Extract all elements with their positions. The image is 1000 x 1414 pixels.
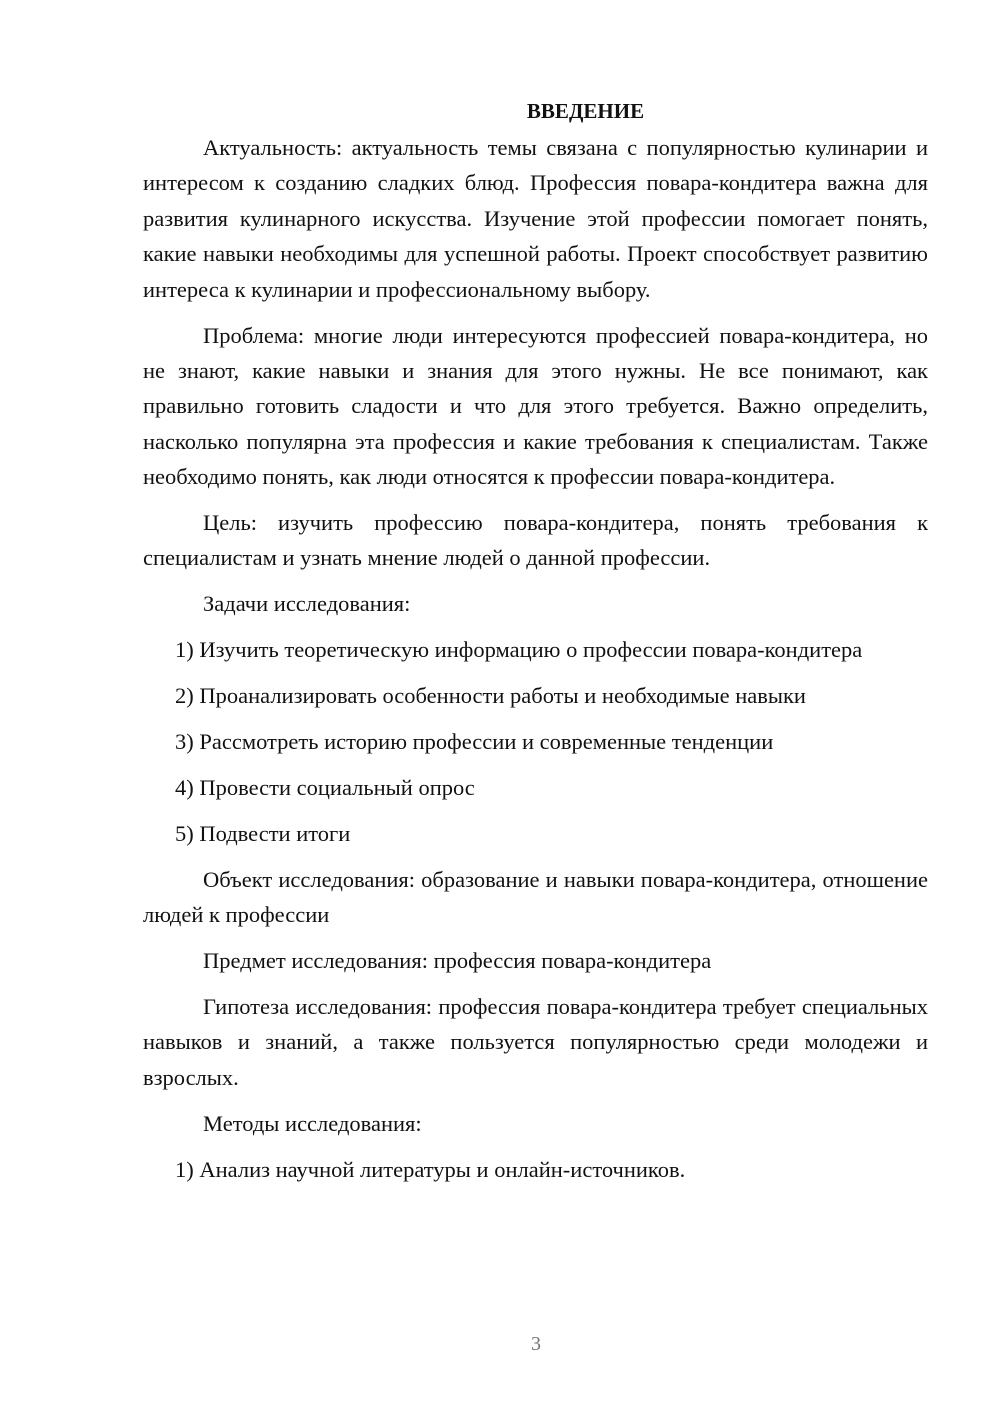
section-title: ВВЕДЕНИЕ — [526, 99, 645, 123]
task-item-4: 4) Провести социальный опрос — [175, 775, 475, 800]
tasks-heading: Задачи исследования: — [203, 591, 411, 617]
task-item-3: 3) Рассмотреть историю профессии и современные тенденции — [175, 729, 774, 755]
task-item-2: 2) Проанализировать особенности работы и необходимые навыки — [175, 683, 806, 709]
object-paragraph: Объект исследования: образование и навыки повара-кондитера, отношение людей к профессии — [143, 866, 928, 928]
subject-paragraph: Предмет исследования: профессия повара-кондитера — [203, 948, 712, 974]
page-number: 3 — [531, 1333, 541, 1355]
methods-heading: Методы исследования: — [203, 1110, 422, 1136]
task-item-1: 1) Изучить теоретическую информацию о профессии повара-кондитера — [175, 637, 863, 663]
relevance-paragraph: Актуальность: актуальность темы связана с популярностью кулинарии и интересом к созданию сладких блюд. Профессия повара-кондитера важна для развития кулинарного искусства. Изучение этой профессии помогает понять, какие навыки необходимы для успешной работы. Проект способствует развитию интереса к кулинарии и профессиональному выбору. — [143, 135, 928, 302]
goal-paragraph: Цель: изучить профессию повара-кондитера, понять требования к специалистам и узнать мнение людей о данной профессии. — [143, 510, 928, 571]
page-body — [143, 92, 928, 1198]
method-item-1: 1) Анализ научной литературы и онлайн-источников. — [175, 1156, 686, 1182]
problem-paragraph: Проблема: многие люди интересуются профессией повара-кондитера, но не знают, какие навыки и знания для этого нужны. Не все понимают, как правильно готовить сладости и что для этого требуется. Важно определить, насколько популярна эта профессия и какие требования к специалистам. Также необходимо понять, как люди относятся к профессии повара-кондитера. — [143, 322, 928, 490]
hypothesis-paragraph: Гипотеза исследования: профессия повара-кондитера требует специальных навыков и знаний, а также пользуется популярностью среди молодежи и взрослых. — [143, 994, 928, 1090]
task-item-5: 5) Подвести итоги — [175, 820, 351, 846]
